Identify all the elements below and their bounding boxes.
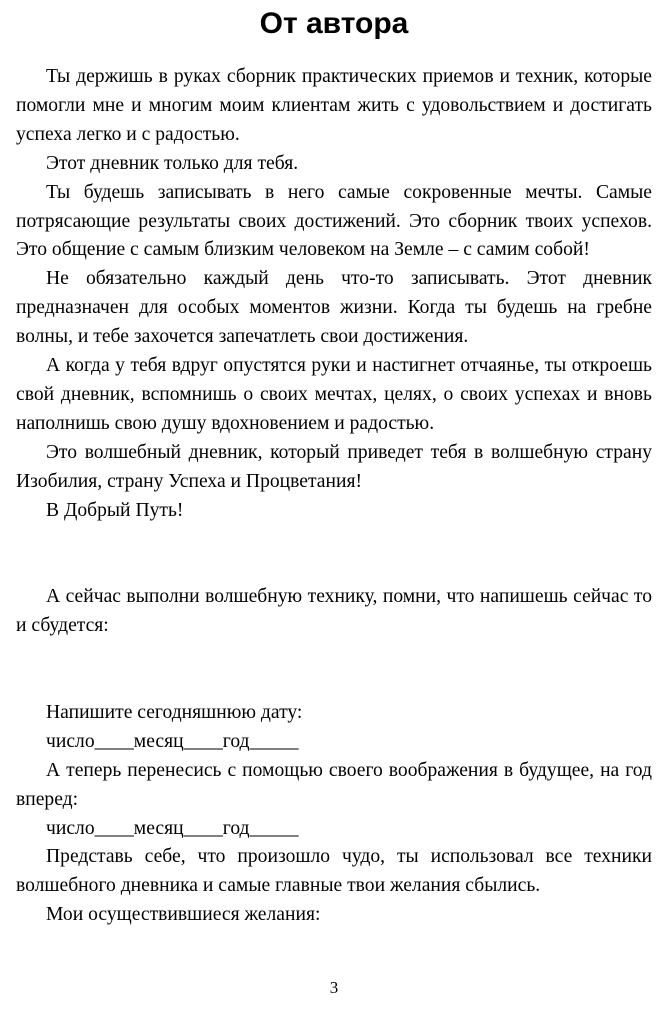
paragraph-magic-diary: Это волшебный дневник, который приведет тебя в волшебную страну Изобилия, страну Успеха и Процветания! [16,441,652,492]
future-date-prompt: А теперь перенесись с помощью своего воображения в будущее, на год вперед: [16,759,652,810]
paragraph-special-moments: Не обязательно каждый день что-то записывать. Этот дневник предназначен для особых моментов жизни. Когда ты будешь на гребне волны, и тебе захочется запечатлеть свои достижения. [16,268,652,348]
spacer [16,526,652,584]
future-date-fields[interactable]: число____месяц____год_____ [46,817,299,839]
paragraph-despair: А когда у тебя вдруг опустятся руки и настигнет отчаянье, ты откроешь свой дневник, вспомнишь о своих мечтах, целях, о своих успехах и вновь наполнишь свою душу вдохновением и радостью. [16,355,652,434]
page-title: От автора [259,7,409,40]
spacer [16,641,652,699]
today-date-fields[interactable]: число____месяц____год_____ [46,730,299,752]
today-date-prompt: Напишите сегодняшнюю дату: [46,701,303,723]
paragraph-good-path: В Добрый Путь! [46,499,184,521]
paragraph-diary-for-you: Этот дневник только для тебя. [46,152,299,174]
paragraph-dreams: Ты будешь записывать в него самые сокровенные мечты. Самые потрясающие результаты своих достижений. Это сборник твоих успехов. Это общение с самым близким человеком на Земле – с самим собой! [16,181,652,261]
paragraph-intro: Ты держишь в руках сборник практических приемов и техник, которые помогли мне и многим моим клиентам жить с удовольствием и достигать успеха легко и с радостью. [16,66,652,145]
page-number: 3 [329,978,339,997]
body-text [16,63,652,930]
wishes-label: Мои осуществившиеся желания: [46,904,321,926]
paragraph-imagine-miracle: Представь себе, что произошло чудо, ты использовал все техники волшебного дневника и самые главные твои желания сбылись. [16,846,652,897]
paragraph-technique-intro: А сейчас выполни волшебную технику, помни, что напишешь сейчас то и сбудется: [16,586,652,637]
